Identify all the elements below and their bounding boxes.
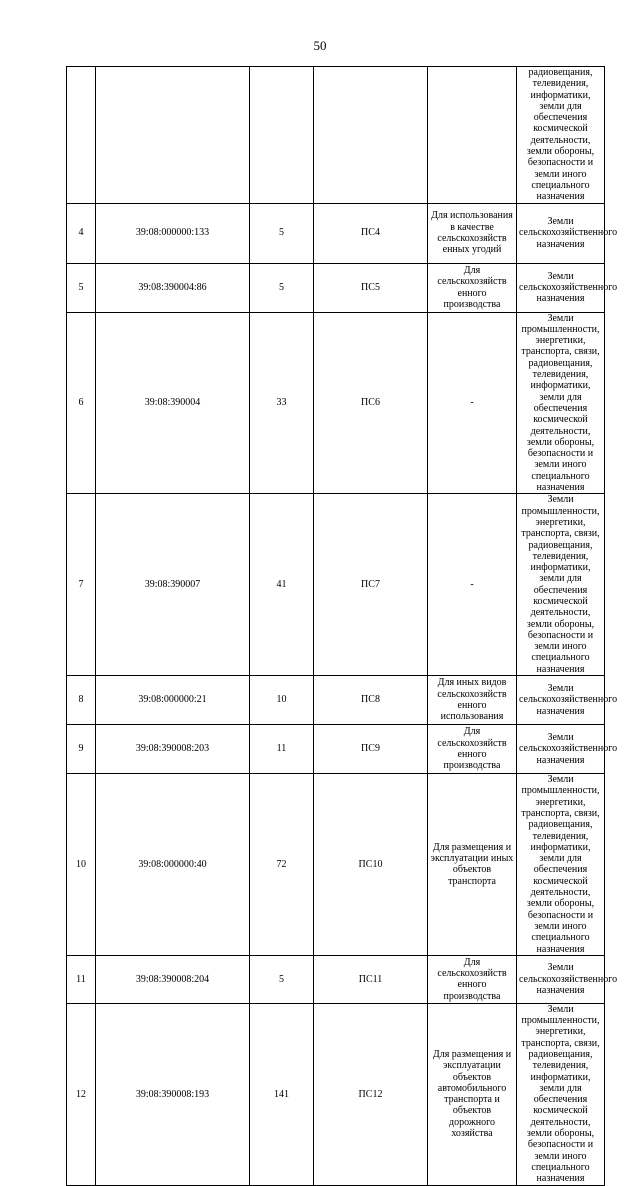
cell-number: 4 bbox=[67, 203, 96, 263]
cell-purpose: - bbox=[428, 494, 517, 676]
cell-land-category: Земли сельскохозяйственного назначения bbox=[517, 203, 605, 263]
table-row bbox=[67, 774, 605, 956]
cell-purpose: - bbox=[428, 312, 517, 494]
cell-number: 8 bbox=[67, 676, 96, 725]
cell-purpose: Для размещения и эксплуатации объектов автомобильного транспорта и объектов дорожного хозяйства bbox=[428, 1003, 517, 1185]
cell-number: 7 bbox=[67, 494, 96, 676]
table-row bbox=[67, 203, 605, 263]
cell-land-category: радиовещания, телевидения, информатики, земли для обеспечения космической деятельности, земли обороны, безопасности и земли иного специального назначения bbox=[517, 67, 605, 204]
cell-cadastral-number: 39:08:000000:40 bbox=[96, 774, 250, 956]
cell-code: ПС12 bbox=[314, 1003, 428, 1185]
cell-number: 10 bbox=[67, 774, 96, 956]
cell-code: ПС7 bbox=[314, 494, 428, 676]
cell-land-category: Земли промышленности, энергетики, транспорта, связи, радиовещания, телевидения, информатики, земли для обеспечения космической деятельности, земли обороны, безопасности и земли иного специального назначения bbox=[517, 312, 605, 494]
cell-code: ПС10 bbox=[314, 774, 428, 956]
cell-number: 11 bbox=[67, 955, 96, 1003]
table-row bbox=[67, 494, 605, 676]
cell-area bbox=[250, 67, 314, 204]
cell-number bbox=[67, 67, 96, 204]
cell-area: 11 bbox=[250, 725, 314, 774]
table-row bbox=[67, 312, 605, 494]
table-row bbox=[67, 263, 605, 312]
cell-area: 33 bbox=[250, 312, 314, 494]
cell-purpose bbox=[428, 67, 517, 204]
cell-cadastral-number: 39:08:390007 bbox=[96, 494, 250, 676]
cell-code: ПС9 bbox=[314, 725, 428, 774]
cell-purpose: Для сельскохозяйств енного производства bbox=[428, 725, 517, 774]
cell-number: 5 bbox=[67, 263, 96, 312]
table-row bbox=[67, 67, 605, 204]
table-row bbox=[67, 725, 605, 774]
cell-code bbox=[314, 67, 428, 204]
cell-land-category: Земли сельскохозяйственного назначения bbox=[517, 263, 605, 312]
cell-purpose: Для сельскохозяйств енного производства bbox=[428, 955, 517, 1003]
table-row bbox=[67, 1003, 605, 1185]
cell-number: 6 bbox=[67, 312, 96, 494]
cell-cadastral-number: 39:08:390004 bbox=[96, 312, 250, 494]
cell-cadastral-number: 39:08:390008:203 bbox=[96, 725, 250, 774]
cell-code: ПС11 bbox=[314, 955, 428, 1003]
cell-land-category: Земли промышленности, энергетики, транспорта, связи, радиовещания, телевидения, информатики, земли для обеспечения космической деятельности, земли обороны, безопасности и земли иного специального назначения bbox=[517, 494, 605, 676]
cell-cadastral-number: 39:08:390008:193 bbox=[96, 1003, 250, 1185]
cell-purpose: Для использования в качестве сельскохозяйств енных угодий bbox=[428, 203, 517, 263]
cell-cadastral-number bbox=[96, 67, 250, 204]
cell-area: 72 bbox=[250, 774, 314, 956]
cell-purpose: Для сельскохозяйств енного производства bbox=[428, 263, 517, 312]
cell-land-category: Земли сельскохозяйственного назначения bbox=[517, 955, 605, 1003]
cell-cadastral-number: 39:08:000000:133 bbox=[96, 203, 250, 263]
cell-land-category: Земли промышленности, энергетики, транспорта, связи, радиовещания, телевидения, информатики, земли для обеспечения космической деятельности, земли обороны, безопасности и земли иного специального назначения bbox=[517, 1003, 605, 1185]
cell-area: 10 bbox=[250, 676, 314, 725]
cell-area: 5 bbox=[250, 263, 314, 312]
cell-land-category: Земли сельскохозяйственного назначения bbox=[517, 725, 605, 774]
cell-cadastral-number: 39:08:390004:86 bbox=[96, 263, 250, 312]
cell-cadastral-number: 39:08:000000:21 bbox=[96, 676, 250, 725]
table-row bbox=[67, 676, 605, 725]
cell-number: 12 bbox=[67, 1003, 96, 1185]
cell-purpose: Для размещения и эксплуатации иных объектов транспорта bbox=[428, 774, 517, 956]
land-plots-table bbox=[66, 66, 618, 1186]
cell-land-category: Земли промышленности, энергетики, транспорта, связи, радиовещания, телевидения, информатики, земли для обеспечения космической деятельности, земли обороны, безопасности и земли иного специального назначения bbox=[517, 774, 605, 956]
cell-code: ПС6 bbox=[314, 312, 428, 494]
cell-number: 9 bbox=[67, 725, 96, 774]
cell-area: 5 bbox=[250, 203, 314, 263]
cell-cadastral-number: 39:08:390008:204 bbox=[96, 955, 250, 1003]
cell-area: 141 bbox=[250, 1003, 314, 1185]
table-row bbox=[67, 955, 605, 1003]
cell-code: ПС8 bbox=[314, 676, 428, 725]
page-number: 50 bbox=[313, 38, 327, 53]
cell-land-category: Земли сельскохозяйственного назначения bbox=[517, 676, 605, 725]
cell-area: 5 bbox=[250, 955, 314, 1003]
cell-code: ПС5 bbox=[314, 263, 428, 312]
cell-area: 41 bbox=[250, 494, 314, 676]
cell-purpose: Для иных видов сельскохозяйств енного использования bbox=[428, 676, 517, 725]
cell-code: ПС4 bbox=[314, 203, 428, 263]
